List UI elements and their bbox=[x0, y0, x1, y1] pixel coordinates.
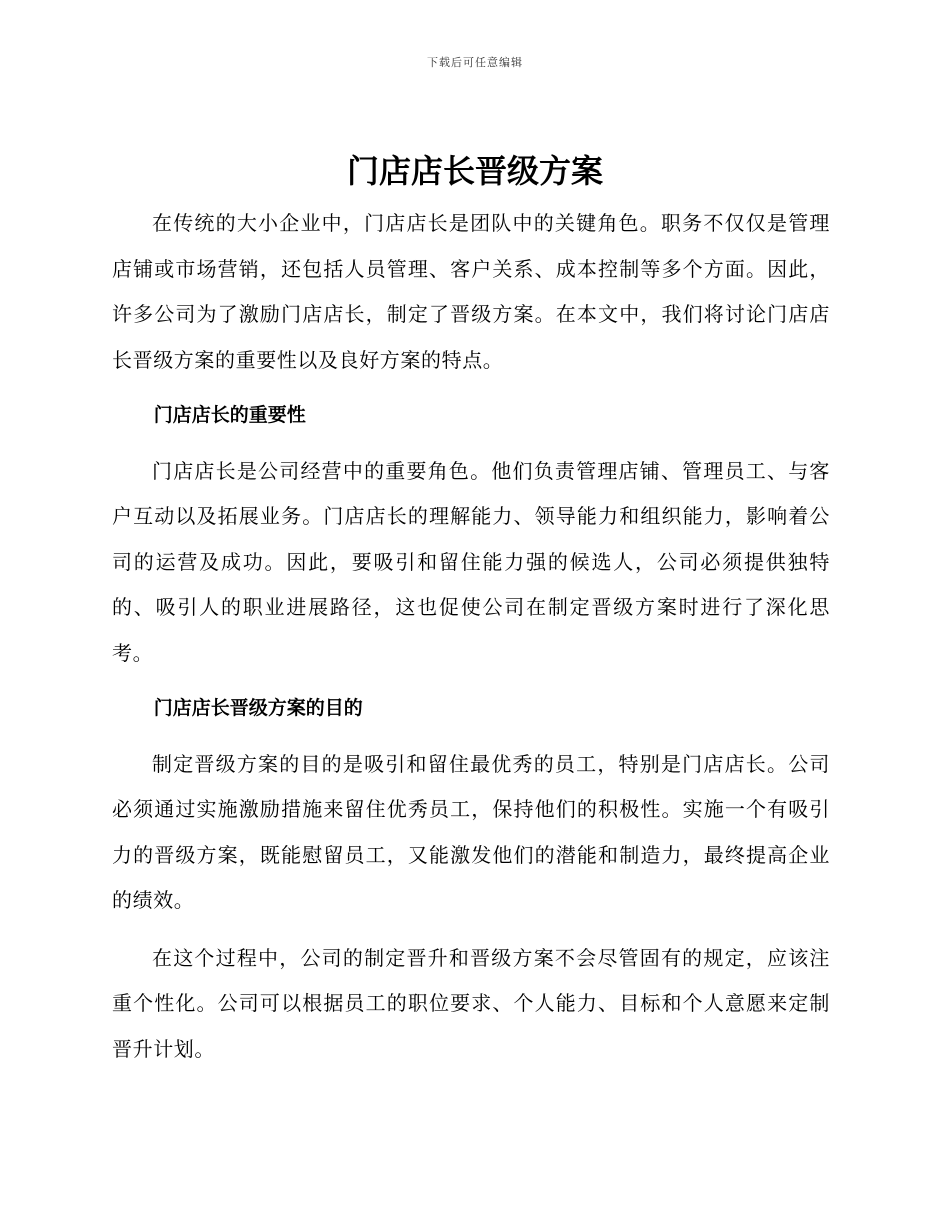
personalization-paragraph: 在这个过程中，公司的制定晋升和晋级方案不会尽管固有的规定，应该注重个性化。公司可以根据员工的职位要求、个人能力、目标和个人意愿来定制晋升计划。 bbox=[112, 945, 830, 1061]
purpose-paragraph: 制定晋级方案的目的是吸引和留住最优秀的员工，特别是门店店长。公司必须通过实施激励措施来留住优秀员工，保持他们的积极性。实施一个有吸引力的晋级方案，既能慰留员工，又能激发他们的潜能和制造力，最终提高企业的绩效。 bbox=[112, 751, 830, 912]
section-heading-importance: 门店店长的重要性 bbox=[153, 404, 306, 426]
section-heading-purpose: 门店店长晋级方案的目的 bbox=[153, 697, 363, 719]
document-title: 门店店长晋级方案 bbox=[346, 152, 603, 190]
importance-paragraph: 门店店长是公司经营中的重要角色。他们负责管理店铺、管理员工、与客户互动以及拓展业务。门店店长的理解能力、领导能力和组织能力，影响着公司的运营及成功。因此，要吸引和留住能力强的候选人，公司必须提供独特的、吸引人的职业进展路径，这也促使公司在制定晋级方案时进行了深化思考。 bbox=[112, 458, 830, 665]
document-body bbox=[112, 201, 830, 1072]
intro-paragraph: 在传统的大小企业中，门店店长是团队中的关键角色。职务不仅仅是管理店铺或市场营销，还包括人员管理、客户关系、成本控制等多个方面。因此，许多公司为了激励门店店长，制定了晋级方案。在本文中，我们将讨论门店店长晋级方案的重要性以及良好方案的特点。 bbox=[112, 211, 830, 372]
header-note: 下载后可任意编辑 bbox=[427, 56, 523, 69]
